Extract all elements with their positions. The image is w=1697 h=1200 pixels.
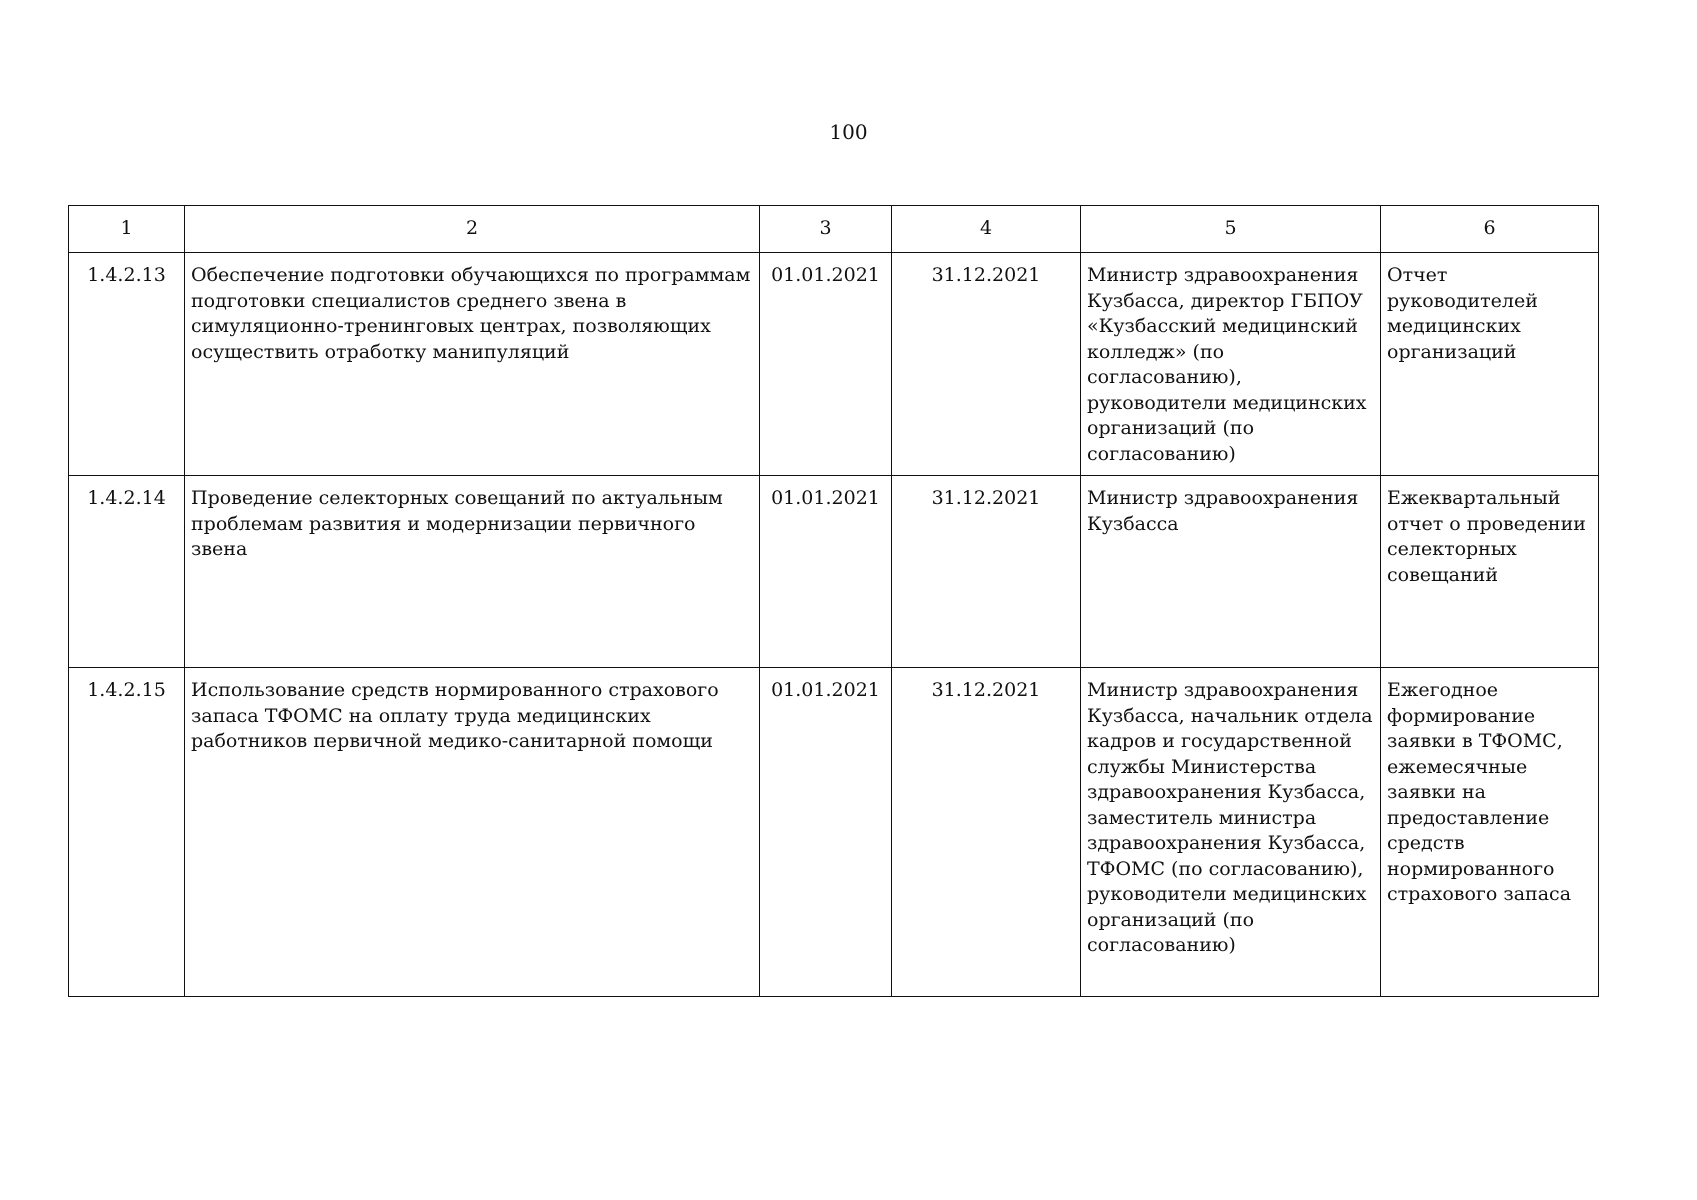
row-result: Ежеквартальный отчет о проведении селекторных совещаний (1381, 476, 1599, 668)
row-end-date: 31.12.2021 (892, 476, 1081, 668)
row-number: 1.4.2.14 (69, 476, 185, 668)
column-header-number: 1 (69, 206, 185, 253)
page-number: 100 (829, 120, 868, 144)
row-number: 1.4.2.13 (69, 253, 185, 476)
row-start-date: 01.01.2021 (760, 253, 892, 476)
column-header-result: 6 (1381, 206, 1599, 253)
row-end-date: 31.12.2021 (892, 253, 1081, 476)
table-header-row (69, 206, 1599, 253)
row-number: 1.4.2.15 (69, 668, 185, 997)
row-responsible: Министр здравоохранения Кузбасса, директор ГБПОУ «Кузбасский медицинский колледж» (по согласованию), руководители медицинских организаций (по согласованию) (1081, 253, 1381, 476)
column-header-end: 4 (892, 206, 1081, 253)
row-responsible: Министр здравоохранения Кузбасса, начальник отдела кадров и государственной службы Министерства здравоохранения Кузбасса, заместитель министра здравоохранения Кузбасса, ТФОМС (по согласованию), руководители медицинских организаций (по согласованию) (1081, 668, 1381, 997)
table-row (69, 476, 1599, 668)
column-header-responsible: 5 (1081, 206, 1381, 253)
table-row (69, 253, 1599, 476)
row-end-date: 31.12.2021 (892, 668, 1081, 997)
row-start-date: 01.01.2021 (760, 668, 892, 997)
column-header-event: 2 (185, 206, 760, 253)
row-event: Использование средств нормированного страхового запаса ТФОМС на оплату труда медицинских работников первичной медико-санитарной помощи (185, 668, 760, 997)
row-result: Отчет руководителей медицинских организаций (1381, 253, 1599, 476)
row-event: Проведение селекторных совещаний по актуальным проблемам развития и модернизации первичного звена (185, 476, 760, 668)
table-row (69, 668, 1599, 997)
measures-table (68, 205, 1599, 997)
row-event: Обеспечение подготовки обучающихся по программам подготовки специалистов среднего звена в симуляционно-тренинговых центрах, позволяющих осуществить отработку манипуляций (185, 253, 760, 476)
column-header-start: 3 (760, 206, 892, 253)
row-start-date: 01.01.2021 (760, 476, 892, 668)
row-result: Ежегодное формирование заявки в ТФОМС, ежемесячные заявки на предоставление средств нормированного страхового запаса (1381, 668, 1599, 997)
row-responsible: Министр здравоохранения Кузбасса (1081, 476, 1381, 668)
